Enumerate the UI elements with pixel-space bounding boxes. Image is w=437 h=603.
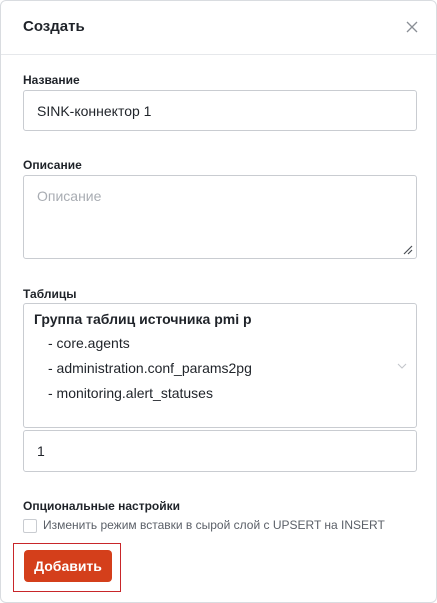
description-textarea[interactable] bbox=[23, 175, 417, 259]
tables-select[interactable] bbox=[23, 303, 417, 428]
description-label: Описание bbox=[23, 158, 82, 172]
upsert-insert-checkbox-label[interactable]: Изменить режим вставки в сырой слой с UPSERT на INSERT bbox=[43, 518, 385, 532]
chevron-down-icon bbox=[397, 362, 407, 370]
close-button[interactable] bbox=[402, 17, 422, 37]
close-icon bbox=[406, 21, 418, 33]
table-item[interactable]: - core.agents bbox=[48, 335, 130, 351]
table-item[interactable]: - administration.conf_params2pg bbox=[48, 360, 252, 376]
optional-settings-label: Опциональные настройки bbox=[23, 499, 180, 513]
tables-label: Таблицы bbox=[23, 287, 77, 301]
name-label: Название bbox=[23, 73, 80, 87]
name-input[interactable] bbox=[23, 90, 417, 131]
tables-count-value: 1 bbox=[37, 443, 45, 459]
description-placeholder: Описание bbox=[37, 188, 102, 204]
resize-handle-icon[interactable] bbox=[403, 245, 413, 255]
dialog-title: Создать bbox=[23, 18, 85, 35]
table-group-title: Группа таблиц источника pmi p bbox=[34, 311, 252, 327]
name-input-value: SINK-коннектор 1 bbox=[37, 103, 152, 119]
upsert-insert-checkbox[interactable] bbox=[23, 519, 37, 533]
add-button[interactable]: Добавить bbox=[24, 550, 112, 582]
dialog-header bbox=[1, 1, 436, 55]
tables-count-input[interactable] bbox=[23, 430, 417, 472]
table-item[interactable]: - monitoring.alert_statuses bbox=[48, 385, 213, 401]
